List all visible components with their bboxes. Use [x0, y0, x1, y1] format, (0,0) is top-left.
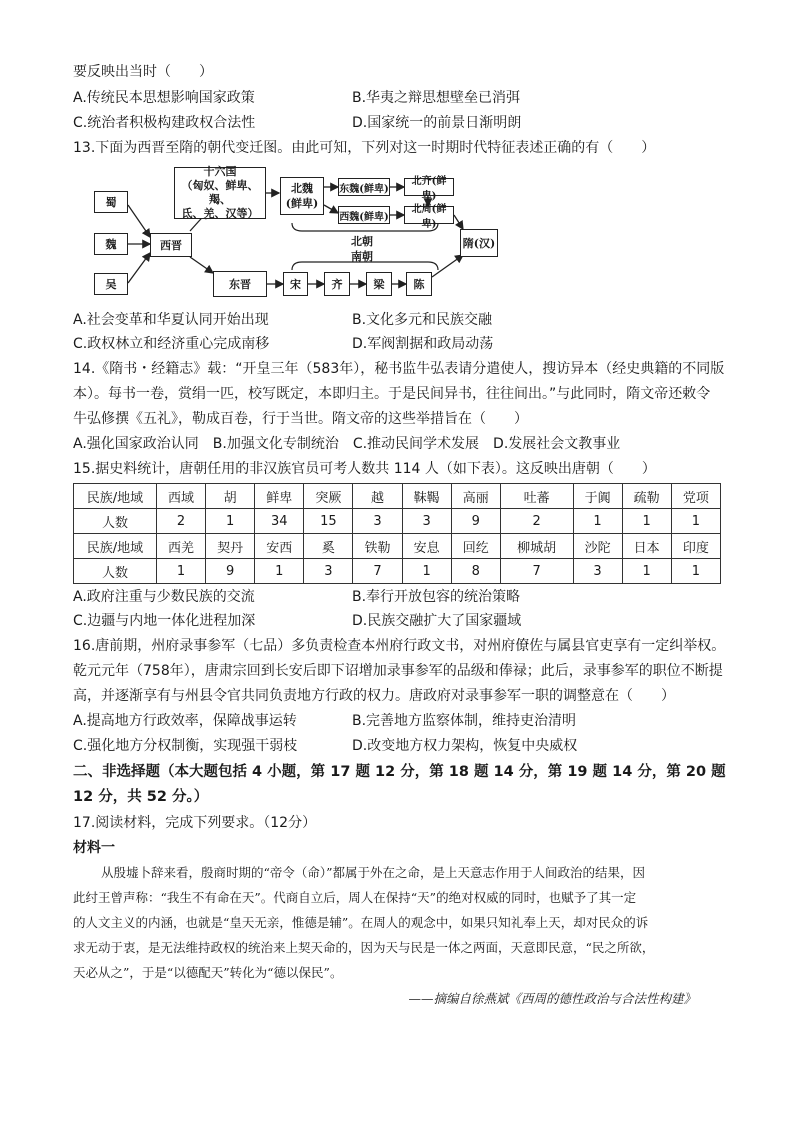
- name-cell: 胡: [206, 484, 255, 509]
- count-cell: 7: [353, 559, 402, 584]
- name-cell: 党项: [671, 484, 720, 509]
- name-cell: 疏勒: [622, 484, 671, 509]
- box-dongwei: 东魏(鲜卑): [338, 178, 390, 196]
- material-line2: 此纣王曾声称：“我生不有命在天”。代商自立后，周人在保持“天”的绝对权威的同时，也赋予了其一定: [73, 890, 637, 905]
- q15-option-c: C.边疆与内地一体化进程加深: [73, 613, 256, 629]
- box-xiwei: 西魏(鲜卑): [338, 206, 390, 224]
- q13-option-a: A.社会变革和华夏认同开始出现: [73, 312, 269, 328]
- table-row: [74, 509, 721, 534]
- q15-option-b: B.奉行开放包容的统治策略: [352, 589, 521, 605]
- count-cell: 2: [500, 509, 573, 534]
- material-line4: 求无动于衷，是无法维持政权的统治来上契天命的，因为天与民是一体之两面，天意即民意，“民之所欲，: [73, 940, 655, 955]
- count-cell: 9: [206, 559, 255, 584]
- q12-stem-tail: 要反映出当时（ ）: [73, 64, 213, 80]
- count-cell: 1: [573, 509, 622, 534]
- material-title: 材料一: [73, 840, 115, 856]
- q12-option-b: B.华夷之辩思想壁垒已消弭: [352, 90, 521, 106]
- name-cell: 日本: [622, 534, 671, 559]
- name-cell: 安西: [255, 534, 304, 559]
- count-cell: 1: [622, 559, 671, 584]
- q14-options: A.强化国家政治认同 B.加强文化专制统治 C.推动民间学术发展 D.发展社会文教事业: [73, 436, 621, 452]
- box-qi: 齐: [324, 272, 350, 296]
- count-cell: 9: [451, 509, 500, 534]
- name-cell: 铁勒: [353, 534, 402, 559]
- count-cell: 15: [304, 509, 353, 534]
- q16-option-a: A.提高地方行政效率，保障战事运转: [73, 713, 297, 729]
- count-label-cell: 人数: [74, 559, 157, 584]
- q16-line1: 16.唐前期，州府录事参军（七品）多负责检查本州府行政文书，对州府僚佐与属县官吏享有一定纠举权。: [73, 638, 726, 654]
- count-cell: 7: [500, 559, 573, 584]
- table-row: [74, 559, 721, 584]
- box-xijin: 西晋: [150, 233, 192, 257]
- name-cell: 吐蕃: [500, 484, 573, 509]
- name-cell: 印度: [671, 534, 720, 559]
- q12-option-c: C.统治者积极构建政权合法性: [73, 115, 256, 131]
- count-cell: 1: [402, 559, 451, 584]
- table-row: [74, 534, 721, 559]
- name-cell: 靺鞨: [402, 484, 451, 509]
- name-cell: 安息: [402, 534, 451, 559]
- name-cell: 西域: [157, 484, 206, 509]
- box-beizhou: 北周(鲜卑): [404, 206, 454, 224]
- name-cell: 柳城胡: [500, 534, 573, 559]
- q14-line2: 本）。每书一卷，赏绢一匹，校写既定，本即归主。于是民间异书，往往间出。”与此同时，隋文帝还敕令: [73, 386, 711, 402]
- box-wu: 吴: [94, 273, 128, 295]
- sixteen-line1: （匈奴、鲜卑、羯、: [181, 179, 259, 206]
- sixteen-line2: 氐、羌、汉等）: [181, 207, 259, 220]
- count-cell: 1: [671, 509, 720, 534]
- q14-line1: 14.《隋书・经籍志》载：“开皇三年（583年），秘书监牛弘表请分遣使人，搜访异本（经史典籍的不同版: [73, 361, 725, 377]
- name-cell: 鲜卑: [255, 484, 304, 509]
- box-sixteen-kingdoms: [174, 167, 266, 219]
- name-cell: 沙陀: [573, 534, 622, 559]
- count-cell: 1: [206, 509, 255, 534]
- material-line3: 的人文主义的内涵，也就是“皇天无亲，惟德是辅”。在周人的观念中，如果只知礼奉上天，却对民众的诉: [73, 915, 649, 930]
- count-cell: 8: [451, 559, 500, 584]
- q13-stem: 13.下面为西晋至隋的朝代变迁图。由此可知，下列对这一时期时代特征表述正确的有（ ）: [73, 140, 656, 156]
- section2-heading-line1: 二、非选择题（本大题包括 4 小题，第 17 题 12 分，第 18 题 14 分，第 19 题 14 分，第 20 题: [73, 764, 726, 780]
- count-label-cell: 人数: [74, 509, 157, 534]
- q16-option-b: B.完善地方监察体制，维持吏治清明: [352, 713, 577, 729]
- box-sui: 隋(汉): [460, 229, 498, 257]
- name-cell: 回纥: [451, 534, 500, 559]
- name-cell: 高丽: [451, 484, 500, 509]
- box-wei: 魏: [94, 233, 128, 255]
- material-line5: 天必从之”，于是“以德配天”转化为“德以保民”。: [73, 965, 343, 980]
- section2-heading-line2: 12 分，共 52 分。）: [73, 789, 209, 805]
- box-chen: 陈: [406, 272, 432, 296]
- count-cell: 3: [402, 509, 451, 534]
- count-cell: 1: [255, 559, 304, 584]
- q14-line3: 牛弘修撰《五礼》，勒成百卷，行于当世。隋文帝的这些举措旨在（ ）: [73, 411, 528, 427]
- box-shu: 蜀: [94, 191, 128, 213]
- name-cell: 契丹: [206, 534, 255, 559]
- ethnic-officials-table: [73, 483, 721, 584]
- count-cell: 34: [255, 509, 304, 534]
- q15-option-a: A.政府注重与少数民族的交流: [73, 589, 255, 605]
- name-cell: 越: [353, 484, 402, 509]
- q13-option-b: B.文化多元和民族交融: [352, 312, 493, 328]
- q15-stem: 15.据史料统计，唐朝任用的非汉族官员可考人数共 114 人（如下表）。这反映出唐朝（ ）: [73, 461, 656, 477]
- count-cell: 3: [573, 559, 622, 584]
- q16-option-c: C.强化地方分权制衡，实现强干弱枝: [73, 738, 298, 754]
- material-source: ——摘编自徐燕斌《西周的德性政治与合法性构建》: [408, 991, 696, 1006]
- q16-line3: 高，并逐渐享有与州县令官共同负责地方行政的权力。唐政府对录事参军一职的调整意在（ ）: [73, 688, 675, 704]
- material-line1: 从殷墟卜辞来看，殷商时期的“帝令（命）”都属于外在之命，是上天意志作用于人间政治的结果，因: [101, 865, 646, 880]
- beiwei-name: 北魏: [291, 182, 313, 195]
- dynasty-diagram: [80, 165, 500, 305]
- label-beichao: 北朝: [351, 235, 373, 248]
- count-cell: 3: [353, 509, 402, 534]
- q16-line2: 乾元元年（758年），唐肃宗回到长安后即下诏增加录事参军的品级和俸禄；此后，录事参军的职位不断提: [73, 663, 723, 679]
- count-cell: 3: [304, 559, 353, 584]
- sixteen-title: 十六国: [203, 165, 237, 178]
- name-cell: 西羌: [157, 534, 206, 559]
- name-cell: 突厥: [304, 484, 353, 509]
- name-cell: 于阗: [573, 484, 622, 509]
- header-label-cell: 民族/地域: [74, 534, 157, 559]
- q12-option-a: A.传统民本思想影响国家政策: [73, 90, 255, 106]
- box-song: 宋: [283, 272, 308, 296]
- count-cell: 2: [157, 509, 206, 534]
- label-nanchao: 南朝: [351, 250, 373, 263]
- beiwei-ethnic: (鲜卑): [285, 197, 319, 210]
- box-liang: 梁: [366, 272, 392, 296]
- table-row: [74, 484, 721, 509]
- q13-option-c: C.政权林立和经济重心完成南移: [73, 336, 270, 352]
- q15-option-d: D.民族交融扩大了国家疆域: [352, 613, 522, 629]
- q13-option-d: D.军阀割据和政局动荡: [352, 336, 494, 352]
- box-beiqi: 北齐(鲜卑): [404, 178, 454, 196]
- q17-stem: 17.阅读材料，完成下列要求。（12分）: [73, 815, 317, 831]
- box-dongjin: 东晋: [213, 271, 267, 297]
- q16-option-d: D.改变地方权力架构，恢复中央威权: [352, 738, 578, 754]
- count-cell: 1: [671, 559, 720, 584]
- count-cell: 1: [157, 559, 206, 584]
- header-label-cell: 民族/地域: [74, 484, 157, 509]
- q12-option-d: D.国家统一的前景日渐明朗: [352, 115, 522, 131]
- box-beiwei: [280, 177, 324, 215]
- name-cell: 奚: [304, 534, 353, 559]
- count-cell: 1: [622, 509, 671, 534]
